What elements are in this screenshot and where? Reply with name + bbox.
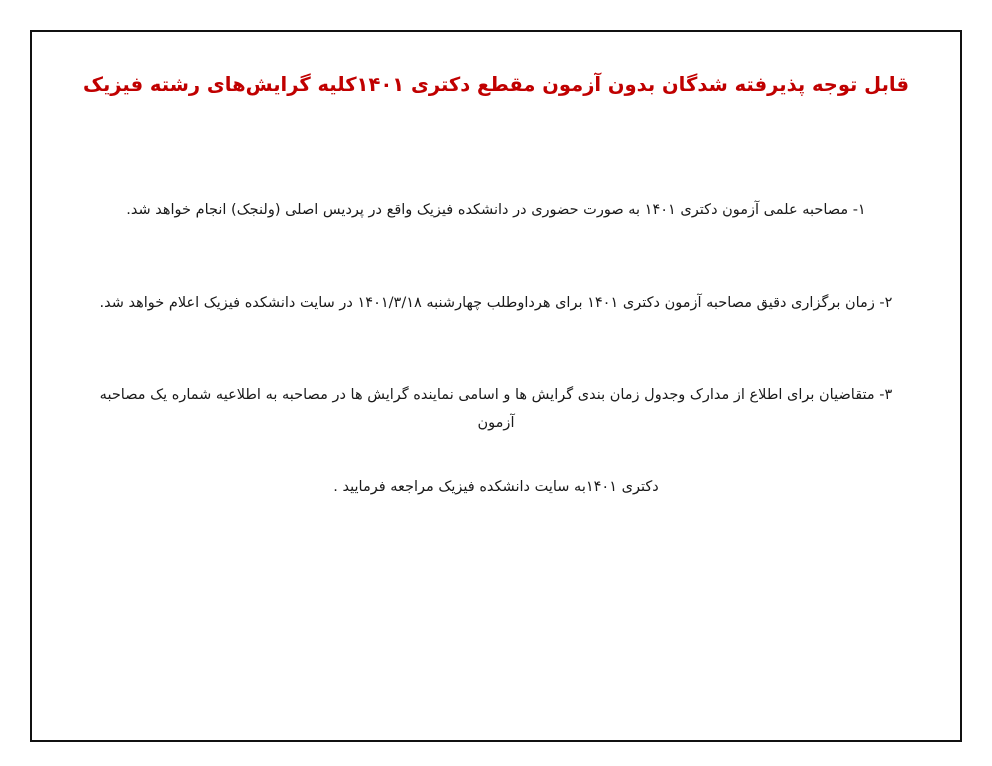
document-content	[32, 32, 960, 740]
announcement-paragraph-3: ۳- متقاضیان برای اطلاع از مدارک وجدول زمان بندی گرایش ها و اسامی نماینده گرایش ها در مصاحبه به اطلاعیه شماره یک مصاحبه آزمون	[99, 387, 893, 431]
announcement-paragraph-4: دکتری ۱۴۰۱به سایت دانشکده فیزیک مراجعه فرمایید .	[333, 479, 659, 495]
document-border-frame	[30, 30, 962, 742]
announcement-title: قابل توجه پذیرفته شدگان بدون آزمون مقطع دکتری ۱۴۰۱کلیه گرایش‌های رشته فیزیک	[83, 73, 909, 96]
announcement-paragraph-1: ۱- مصاحبه علمی آزمون دکتری ۱۴۰۱ به صورت حضوری در دانشکده فیزیک واقع در پردیس اصلی (ولنجک) انجام خواهد شد.	[126, 202, 866, 218]
announcement-paragraph-2: ۲- زمان برگزاری دقیق مصاحبه آزمون دکتری ۱۴۰۱ برای هرداوطلب چهارشنبه ۱۴۰۱/۳/۱۸ در سایت دانشکده فیزیک اعلام خواهد شد.	[99, 295, 893, 311]
